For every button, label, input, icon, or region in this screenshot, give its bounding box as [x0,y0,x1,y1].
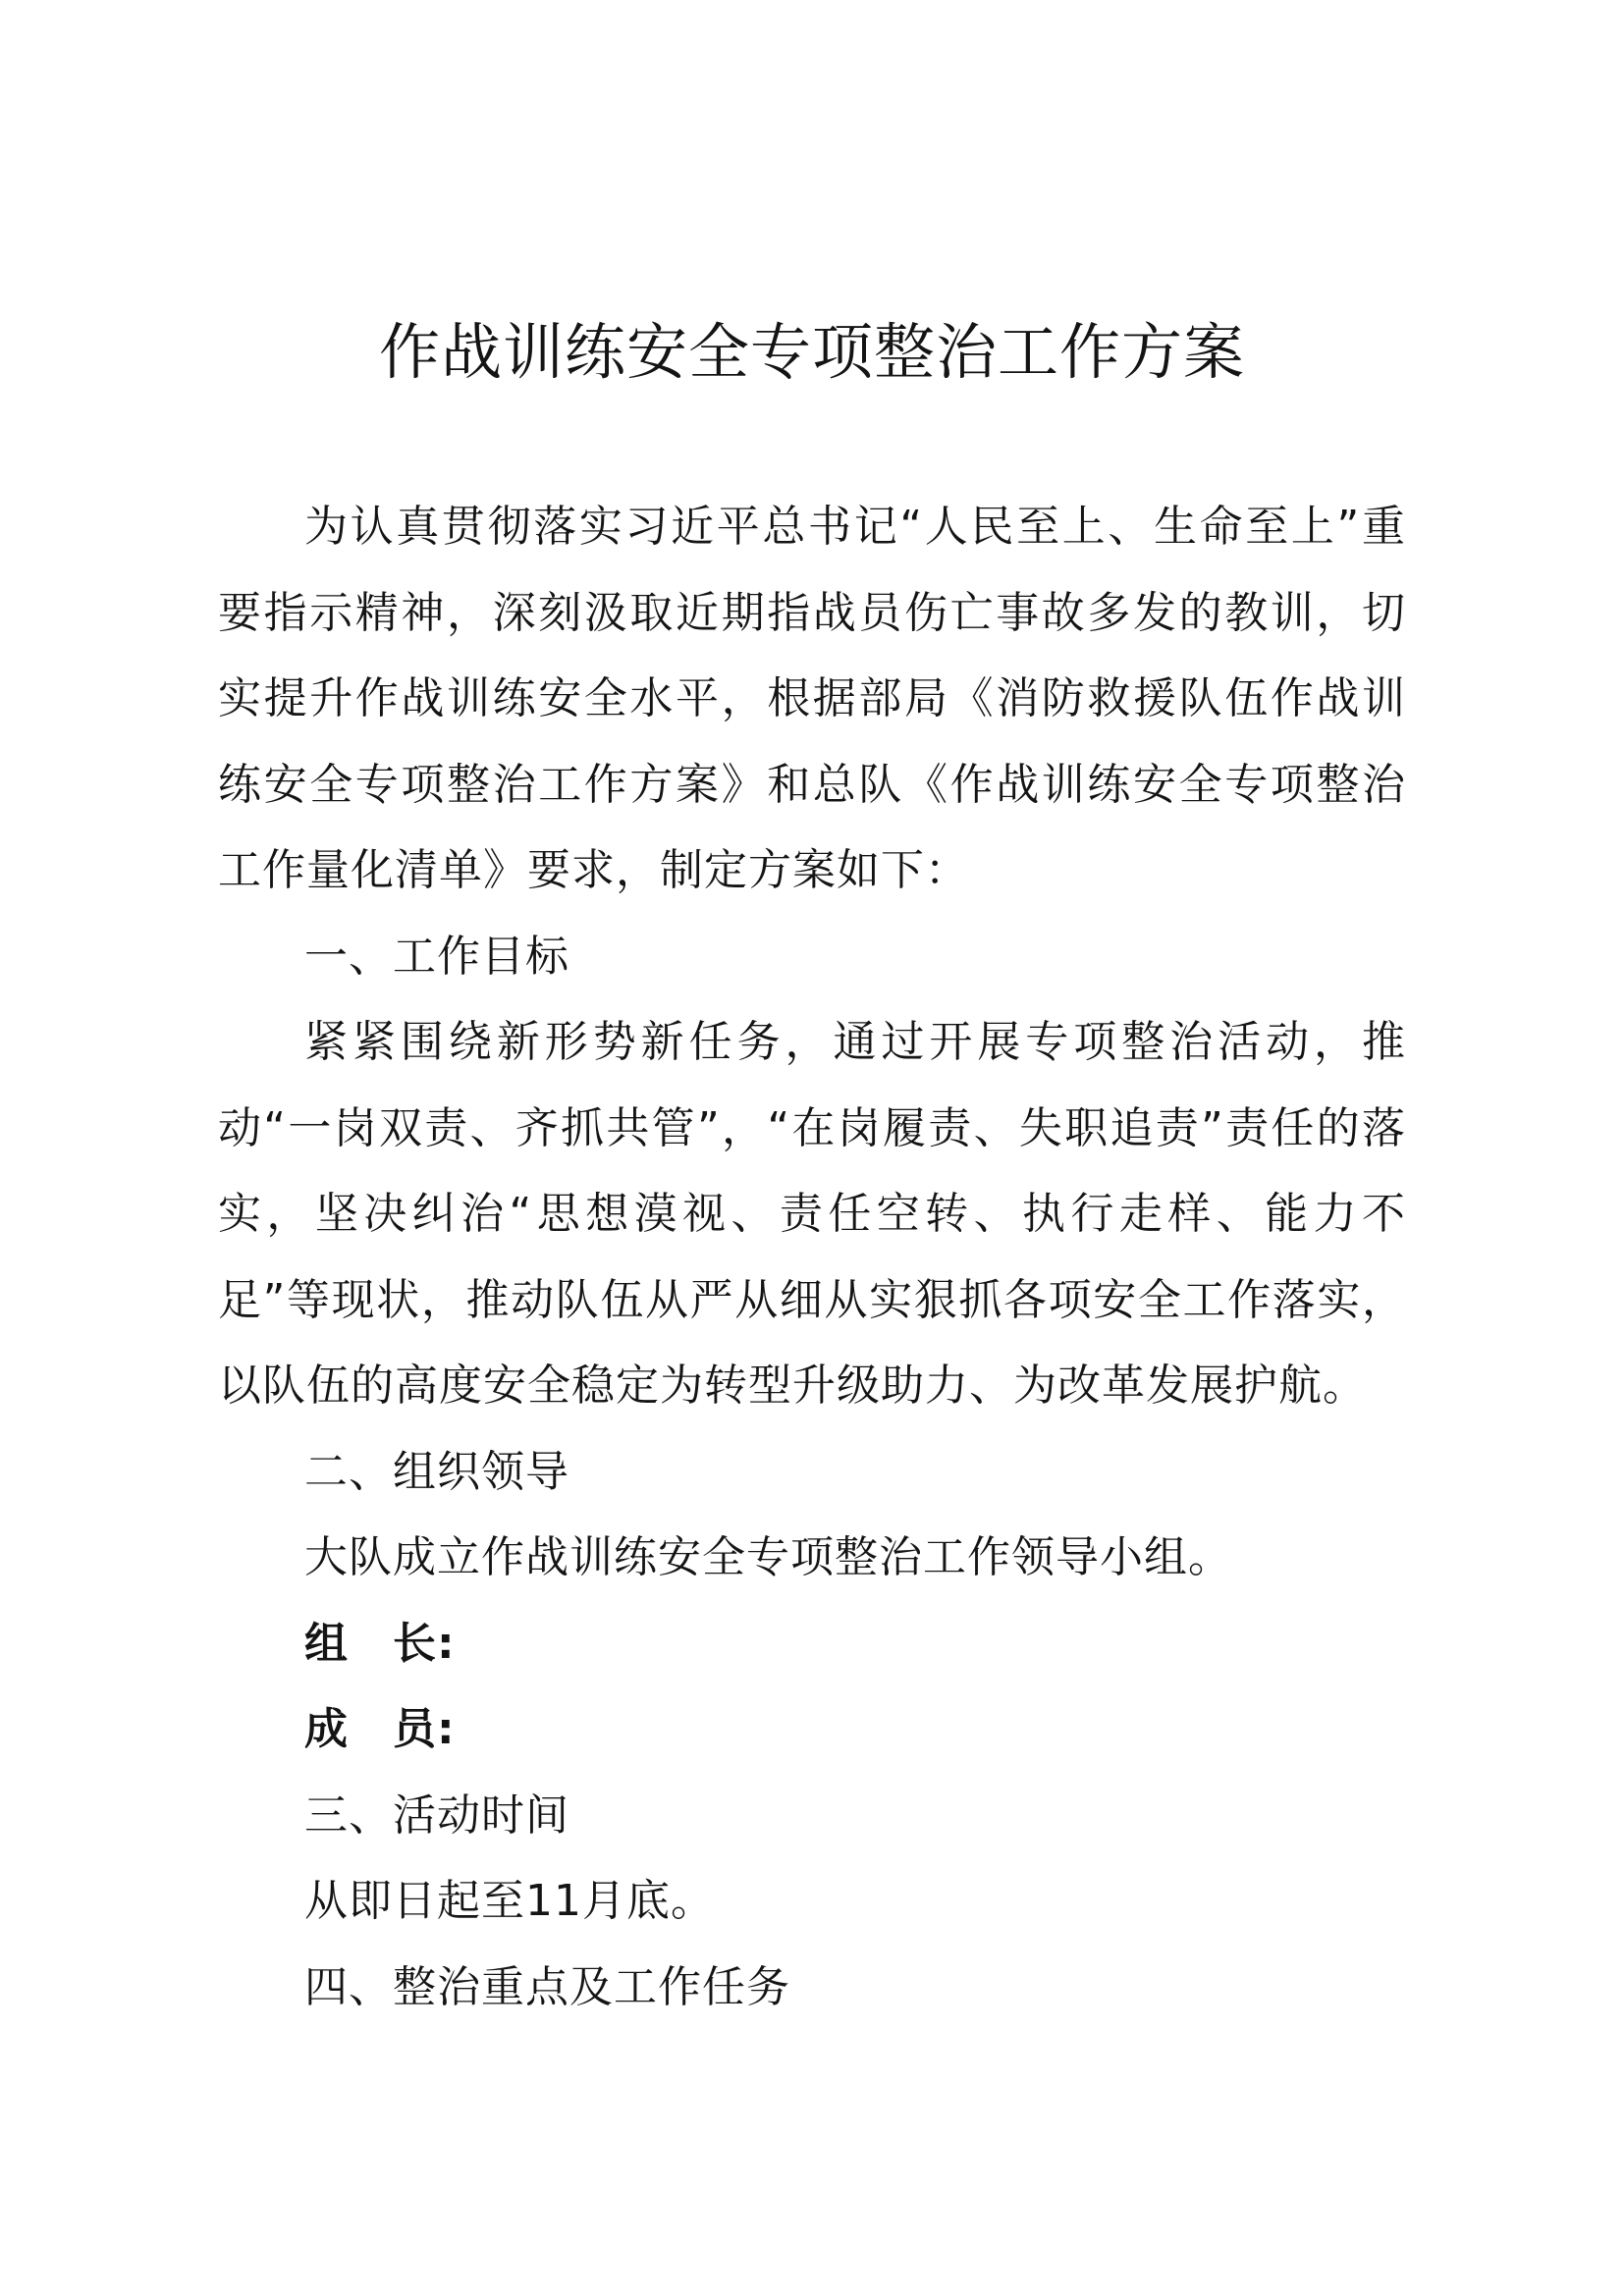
section-2-paragraph: 大队成立作战训练安全专项整治工作领导小组。 [304,1532,1232,1582]
section-3-paragraph: 从即日起至11月底。 [304,1876,715,1926]
leader-label: 组 长: [304,1618,456,1669]
section-1-paragraph: 紧紧围绕新形势新任务，通过开展专项整治活动，推动“一岗双责、齐抓共管”，“在岗履责、失职追责”责任的落实，坚决纠治“思想漠视、责任空转、执行走样、能力不足”等现状，推动队伍从严从细从实狠抓各项安全工作落实，以队伍的高度安全稳定为转型升级助力、为改革发展护航。 [218,1017,1406,1411]
document-body [218,484,1406,2030]
section-3-heading: 三、活动时间 [304,1789,569,1841]
section-1-heading: 一、工作目标 [304,931,569,982]
section-4-heading: 四、整治重点及工作任务 [304,1961,790,2012]
section-2-heading: 二、组织领导 [304,1446,569,1497]
document-title: 作战训练安全专项整治工作方案 [378,316,1245,388]
intro-paragraph: 为认真贯彻落实习近平总书记“人民至上、生命至上”重要指示精神，深刻汲取近期指战员伤亡事故多发的教训，切实提升作战训练安全水平，根据部局《消防救援队伍作战训练安全专项整治工作方案》和总队《作战训练安全专项整治工作量化清单》要求，制定方案如下： [218,502,1406,895]
members-label: 成 员: [304,1704,456,1754]
